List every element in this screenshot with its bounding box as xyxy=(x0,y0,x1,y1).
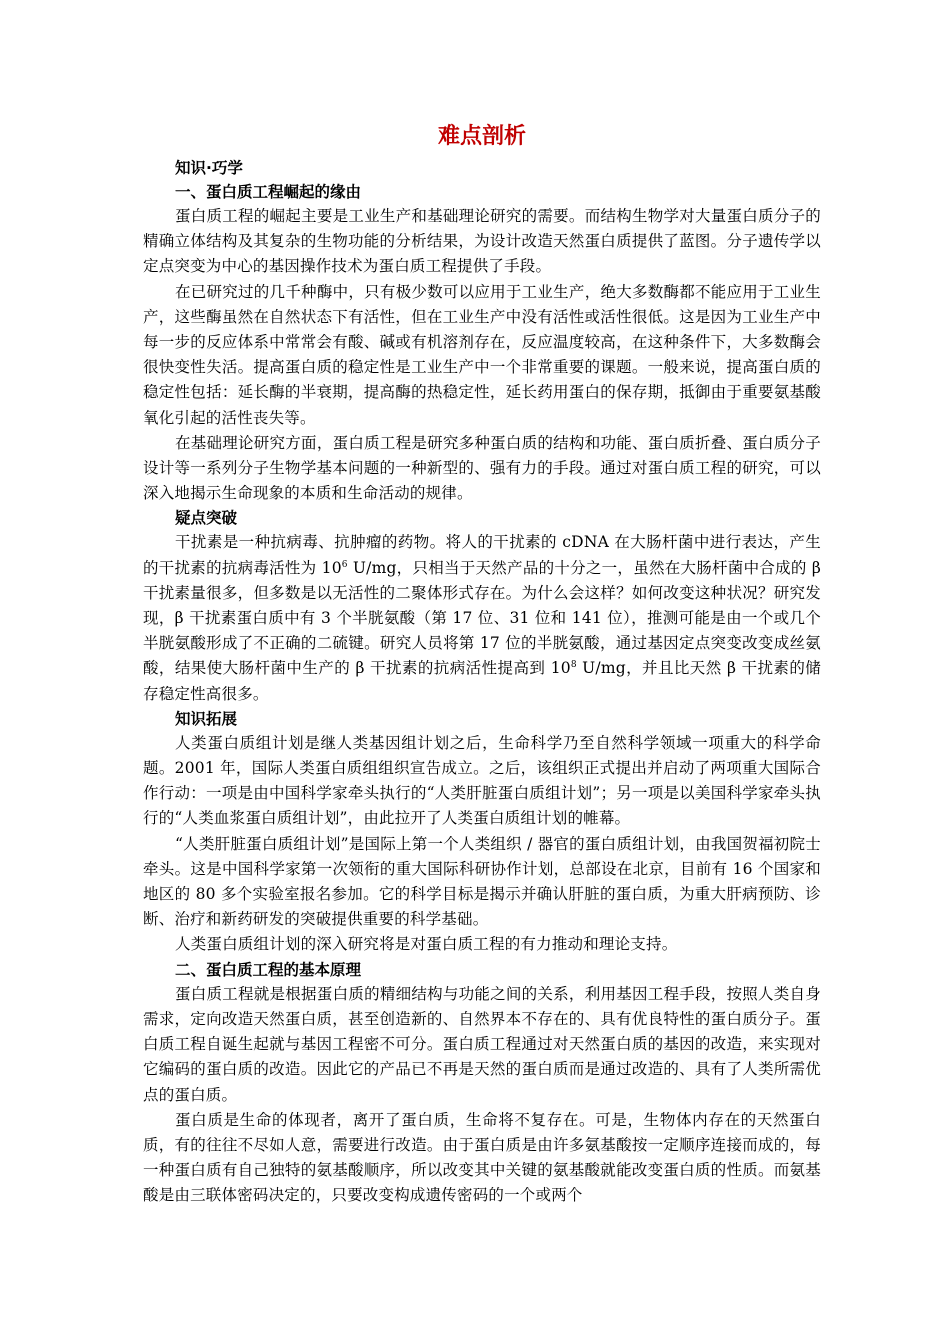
paragraph-9: 蛋白质是生命的体现者，离开了蛋白质，生命将不复存在。可是，生物体内存在的天然蛋白质，有的往往不尽如人意，需要进行改造。由于蛋白质是由许多氨基酸按一定顺序连接而成的，每一种蛋白质有自己独特的氨基酸顺序，所以改变其中关键的氨基酸就能改变蛋白质的性质。而氨基酸是由三联体密码决定的，只要改变构成遗传密码的一个或两个 xyxy=(143,1110,821,1205)
page-title: 难点剖析 xyxy=(437,124,526,149)
interferon-text-b: U/mg，只相当于天然产品的十分之一，虽然在大肠杆菌中合成的 β 干扰素量很多，但多数是以无活性的二聚体形式存在。为什么会这样？如何改变这种状况？研究发现，β 干扰素蛋白质中有 3 个半胱氨酸（第 17 位、31 位和 141 位），推测可能是由一个或几个半胱氨酸形成了不正确的二硫键。研究人员将第 17 位的半胱氨酸，通过基因定点突变改变成丝氨酸，结果使大肠杆菌中生产的 β 干扰素的抗病活性提高到 10 xyxy=(143,558,821,678)
paragraph-interferon xyxy=(143,530,821,706)
interferon-text-c: U/mg，并且比天然 β 干扰素的储存稳定性高很多。 xyxy=(143,659,822,703)
exponent-8: 8 xyxy=(570,660,577,671)
section-heading-principle: 二、蛋白质工程的基本原理 xyxy=(175,960,362,979)
section-heading-origin: 一、蛋白质工程崛起的缘由 xyxy=(175,183,362,201)
section-label-extension: 知识拓展 xyxy=(175,709,238,728)
paragraph-6: “人类肝脏蛋白质组计划”是国际上第一个人类组织 / 器官的蛋白质组计划，由我国贺福初院士牵头。这是中国科学家第一次领衔的重大国际科研协作计划，总部设在北京，目前有 16 个国家和地区的 80 多个实验室报名参加。它的科学目标是揭示并确认肝脏的蛋白质，为重大肝病预防、诊断、治疗和新药研发的突破提供重要的科学基础。 xyxy=(143,834,821,929)
paragraph-8: 蛋白质工程就是根据蛋白质的精细结构与功能之间的关系，利用基因工程手段，按照人类自身需求，定向改造天然蛋白质，甚至创造新的、自然界本不存在的、具有优良特性的蛋白质分子。蛋白质工程自诞生起就与基因工程密不可分。蛋白质工程通过对天然蛋白质的基因的改造，来实现对它编码的蛋白质的改造。因此它的产品已不再是天然的蛋白质而是通过改造的、具有了人类所需优点的蛋白质。 xyxy=(143,984,821,1104)
paragraph-7: 人类蛋白质组计划的深入研究将是对蛋白质工程的有力推动和理论支持。 xyxy=(175,935,678,954)
paragraph-1: 蛋白质工程的崛起主要是工业生产和基础理论研究的需要。而结构生物学对大量蛋白质分子的精确立体结构及其复杂的生物功能的分析结果，为设计改造天然蛋白质提供了蓝图。分子遗传学以定点突变为中心的基因操作技术为蛋白质工程提供了手段。 xyxy=(143,207,821,276)
paragraph-3: 在基础理论研究方面，蛋白质工程是研究多种蛋白质的结构和功能、蛋白质折叠、蛋白质分子设计等一系列分子生物学基本问题的一种新型的、强有力的手段。通过对蛋白质工程的研究，可以深入地揭示生命现象的本质和生命活动的规律。 xyxy=(143,433,821,503)
exponent-6: 6 xyxy=(341,559,348,570)
interferon-text-a: 干扰素是一种抗病毒、抗肿瘤的药物。将人的干扰素的 cDNA 在大肠杆菌中进行表达，产生的干扰素的抗病毒活性为 10 xyxy=(143,533,821,577)
section-label-knowledge: 知识·巧学 xyxy=(175,159,243,177)
section-label-doubt: 疑点突破 xyxy=(175,509,238,528)
paragraph-5: 人类蛋白质组计划是继人类基因组计划之后，生命科学乃至自然科学领域一项重大的科学命题。2001 年，国际人类蛋白质组组织宣告成立。之后，该组织正式提出并启动了两项重大国际合作行动：一项是由中国科学家牵头执行的“人类肝脏蛋白质组计划”；另一项是以美国科学家牵头执行的“人类血浆蛋白质组计划”，由此拉开了人类蛋白质组计划的帷幕。 xyxy=(143,733,821,828)
document-page xyxy=(143,118,821,1209)
paragraph-2: 在已研究过的几千种酶中，只有极少数可以应用于工业生产，绝大多数酶都不能应用于工业生产，这些酶虽然在自然状态下有活性，但在工业生产中没有活性或活性很低。这是因为工业生产中每一步的反应体系中常常会有酸、碱或有机溶剂存在，反应温度较高，在这种条件下，大多数酶会很快变性失活。提高蛋白质的稳定性是工业生产中一个非常重要的课题。一般来说，提高蛋白质的稳定性包括：延长酶的半衰期，提高酶的热稳定性，延长药用蛋白的保存期，抵御由于重要氨基酸氧化引起的活性丧失等。 xyxy=(143,282,821,427)
